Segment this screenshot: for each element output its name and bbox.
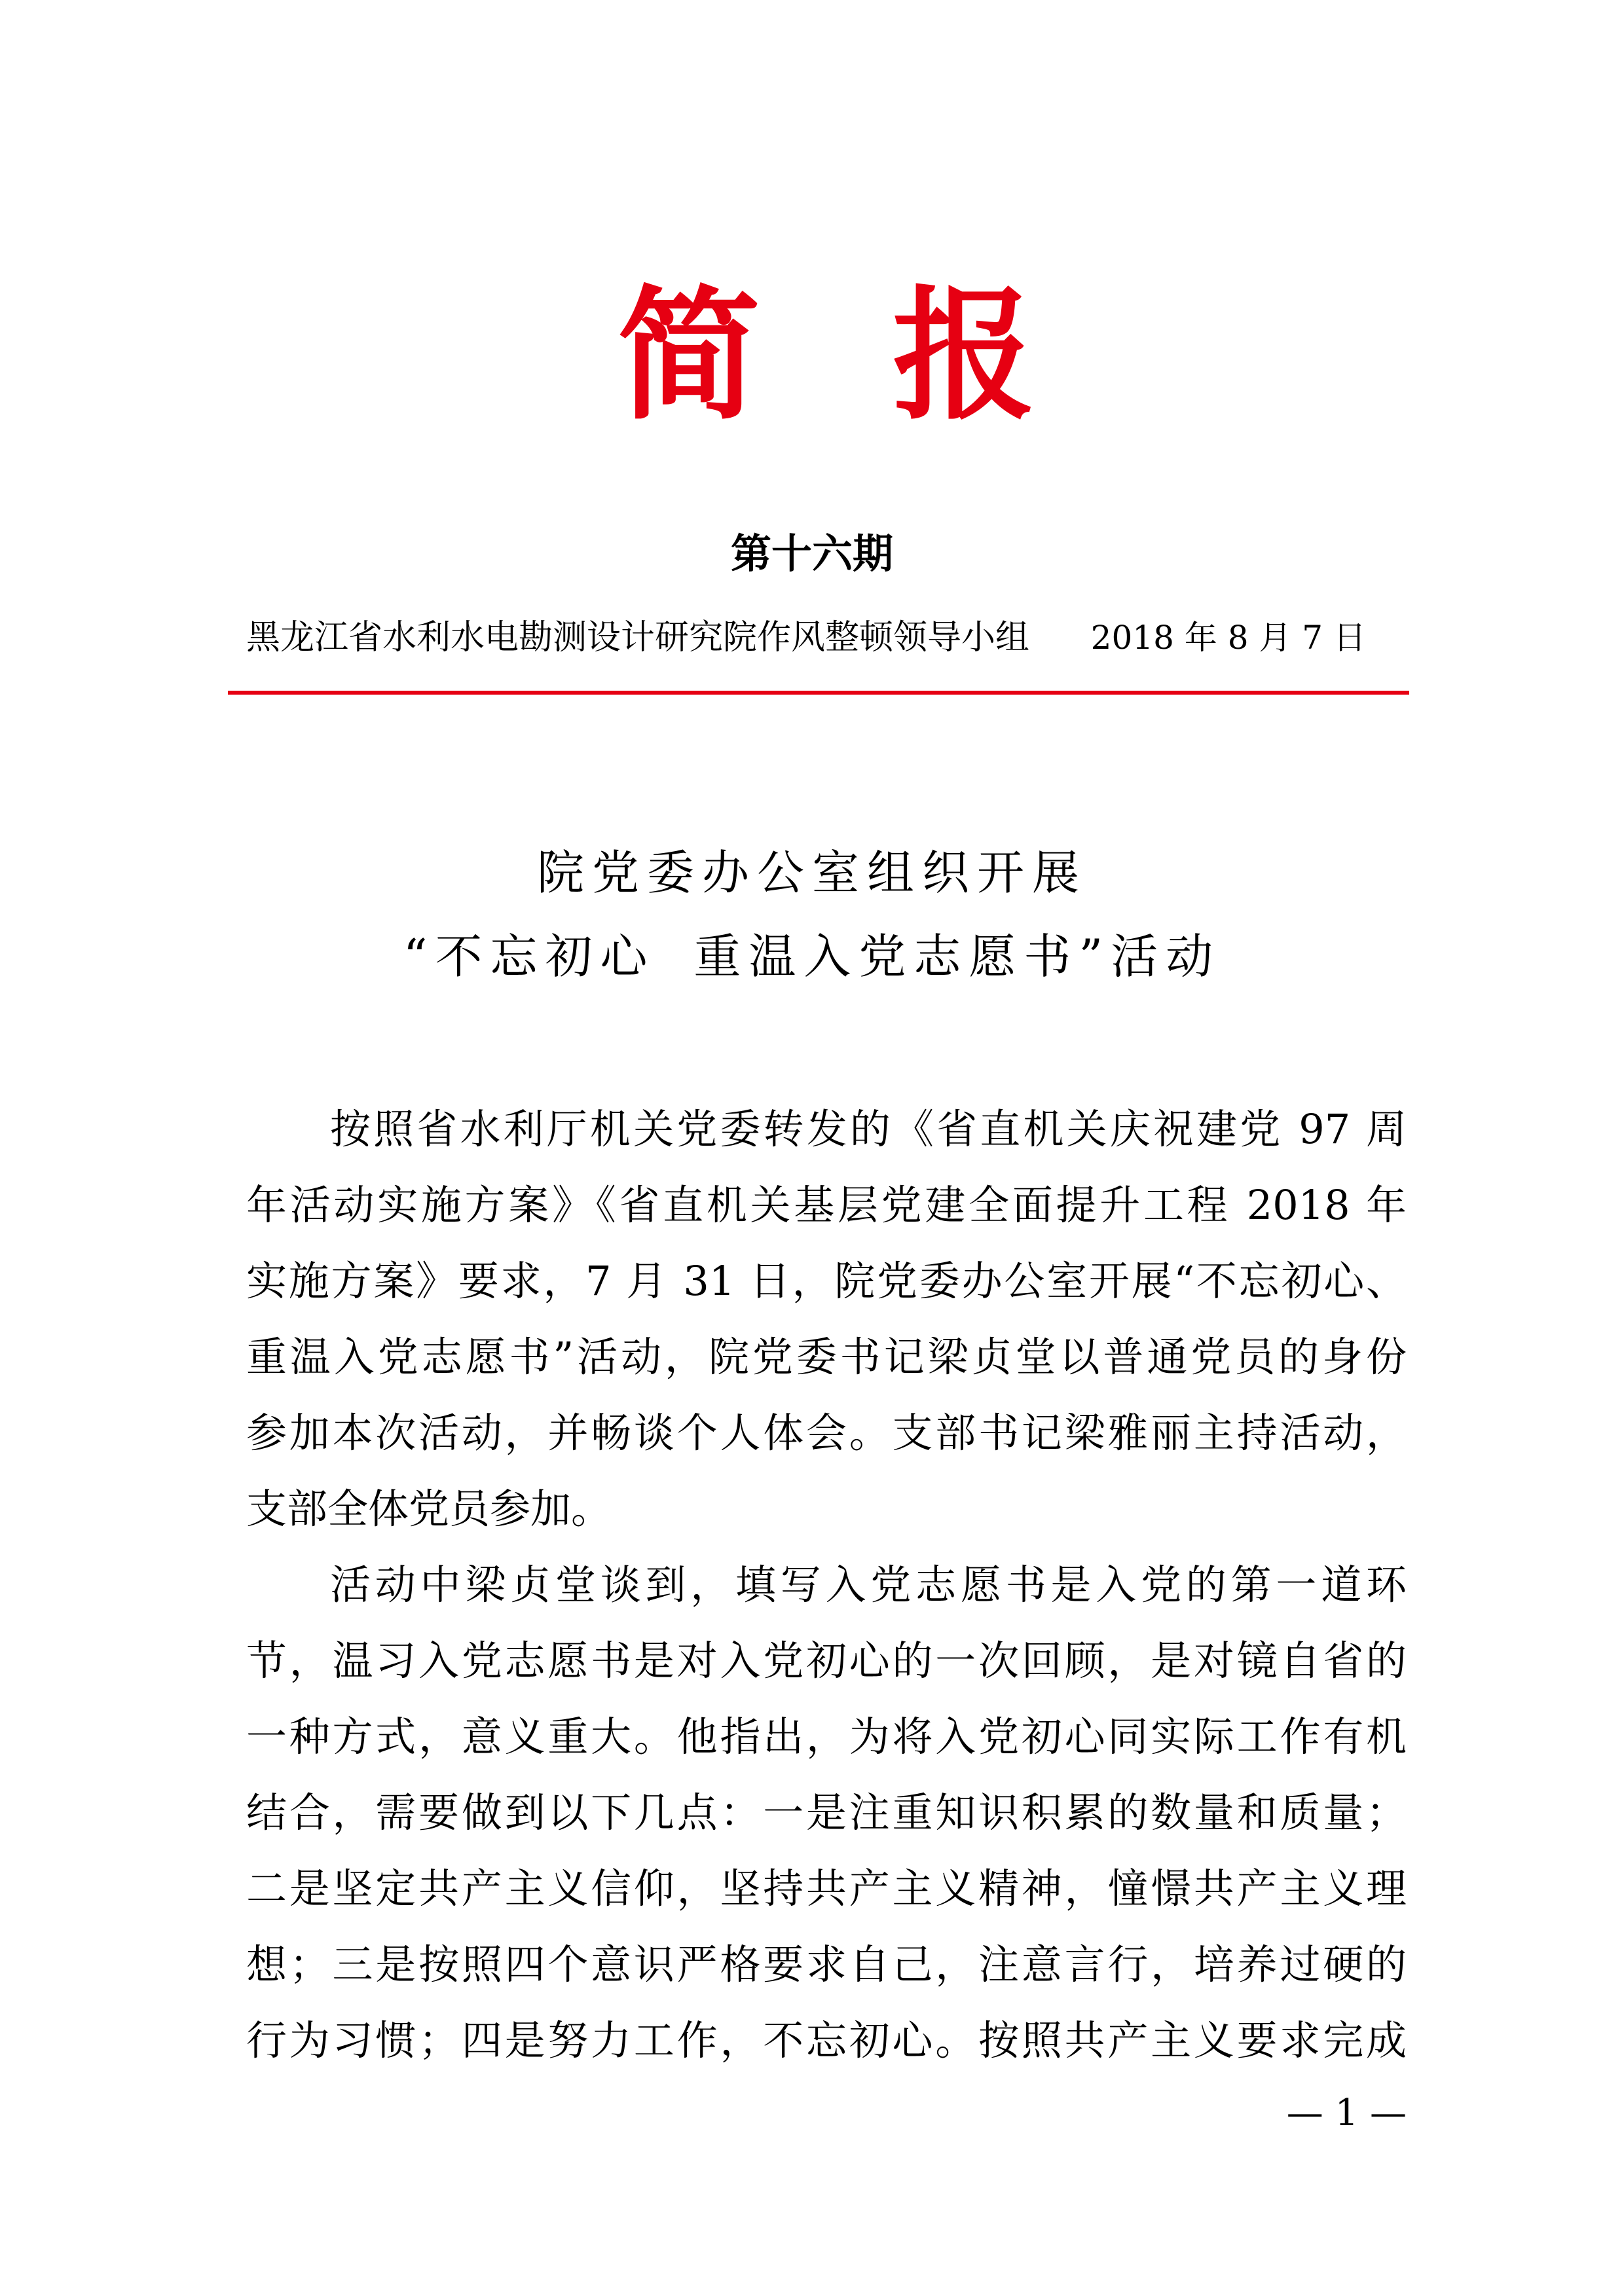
body-line: 实施方案》要求，7 月 31 日，院党委办公室开展“不忘初心、 <box>246 1257 1407 1305</box>
body-line: 二是坚定共产主义信仰，坚持共产主义精神，憧憬共产主义理 <box>246 1865 1407 1912</box>
article-body <box>246 1091 1407 2079</box>
body-line: 结合，需要做到以下几点：一是注重知识积累的数量和质量； <box>246 1789 1407 1836</box>
body-line: 一种方式，意义重大。他指出，为将入党初心同实际工作有机 <box>246 1713 1407 1760</box>
paragraph <box>246 1547 1407 2079</box>
body-line: 年活动实施方案》《省直机关基层党建全面提升工程 2018 年 <box>246 1181 1407 1229</box>
body-line: 参加本次活动，并畅谈个人体会。支部书记梁雅丽主持活动， <box>246 1409 1407 1457</box>
body-line: 重温入党志愿书”活动，院党委书记梁贞堂以普通党员的身份 <box>246 1333 1407 1381</box>
body-line: 支部全体党员参加。 <box>246 1485 612 1533</box>
heading-line: “不忘初心 重温入党志愿书”活动 <box>403 929 1221 984</box>
issue-date: 2018 年 8 月 7 日 <box>1090 619 1366 657</box>
page-number: — 1 — <box>1286 2092 1407 2134</box>
body-line: 行为习惯；四是努力工作，不忘初心。按照共产主义要求完成 <box>246 2016 1407 2064</box>
red-divider-line <box>228 691 1409 695</box>
masthead-title-char: 报 <box>893 272 1035 439</box>
body-line: 活动中梁贞堂谈到，填写入党志愿书是入党的第一道环 <box>330 1561 1407 1609</box>
body-line: 节，温习入党志愿书是对入党初心的一次回顾，是对镜自省的 <box>246 1637 1407 1685</box>
body-line: 想；三是按照四个意识严格要求自己，注意言行，培养过硬的 <box>246 1941 1407 1988</box>
paragraph <box>246 1091 1407 1547</box>
article-heading <box>0 831 1624 998</box>
body-line: 按照省水利厅机关党委转发的《省直机关庆祝建党 97 周 <box>330 1105 1407 1153</box>
masthead-title-char: 简 <box>618 272 760 439</box>
issuing-organization: 黑龙江省水利水电勘测设计研究院作风整顿领导小组 <box>246 618 1030 657</box>
issue-number: 第十六期 <box>730 530 893 577</box>
heading-line: 院党委办公室组织开展 <box>536 845 1087 900</box>
